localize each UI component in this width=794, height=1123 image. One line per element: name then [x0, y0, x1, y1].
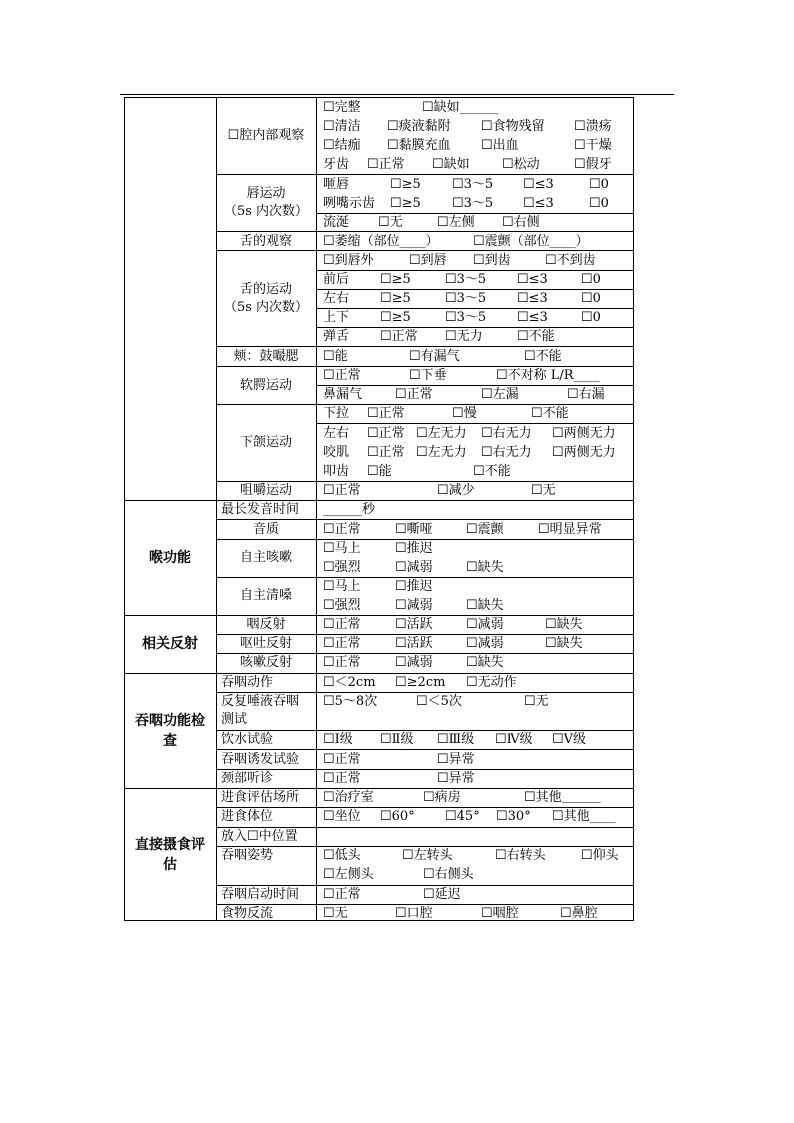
checkbox-option[interactable]: ☐左侧头 [323, 867, 374, 882]
checkbox-option[interactable]: ☐缺失 [545, 617, 583, 632]
checkbox-option[interactable]: ☐≤3 [517, 291, 548, 306]
label-eval-place: 进食评估场所 [221, 790, 300, 805]
label-neck-auscultation: 颈部听诊 [221, 771, 274, 786]
checkbox-option[interactable]: ☐异常 [437, 771, 475, 786]
option-label: ______秒 [323, 502, 376, 517]
checkbox-option[interactable]: ☐减弱 [395, 560, 433, 575]
label-cough: 自主咳嗽 [239, 550, 292, 565]
checkbox-option[interactable]: ☐慢 [452, 406, 477, 421]
checkbox-option[interactable]: ☐其他＿＿＿ [524, 790, 601, 805]
option-label: 下拉 [323, 406, 350, 421]
checkbox-option[interactable]: ☐正常 [323, 483, 361, 498]
label-swallow-action: 吞咽动作 [221, 675, 274, 690]
checkbox-option[interactable]: ☐3～5 [445, 310, 487, 325]
checkbox-option[interactable]: ☐推迟 [395, 579, 433, 594]
checkbox-option[interactable]: ☐减弱 [466, 617, 504, 632]
label-lip-motion-sub: （5s 内次数） [223, 204, 309, 219]
checkbox-option[interactable]: ☐有漏气 [409, 349, 460, 364]
checkbox-option[interactable]: ☐坐位 [323, 809, 361, 824]
section-related-reflex: 相关反射 [142, 636, 198, 652]
checkbox-option[interactable]: ☐Ⅴ级 [552, 732, 587, 747]
checkbox-option[interactable]: ☐≥5 [390, 177, 421, 192]
checkbox-option[interactable]: ☐3～5 [445, 291, 487, 306]
checkbox-option[interactable]: ☐痰液黏附 [387, 119, 451, 134]
checkbox-option[interactable]: ☐萎缩（部位____） [323, 234, 439, 249]
checkbox-option[interactable]: ☐缺失 [466, 598, 504, 613]
checkbox-option[interactable]: ☐≥5 [380, 291, 411, 306]
checkbox-option[interactable]: ☐活跃 [395, 636, 433, 651]
label-rsst-2: 测试 [221, 712, 248, 727]
checkbox-option[interactable]: ☐松动 [502, 157, 540, 172]
checkbox-option[interactable]: ☐无 [524, 694, 549, 709]
checkbox-option[interactable]: ☐Ⅳ级 [495, 732, 533, 747]
option-label: 咧嘴示齿 [323, 196, 376, 211]
label-put-in: 放入☐中位置 [221, 829, 298, 844]
checkbox-option[interactable]: ☐咽腔 [481, 906, 519, 921]
checkbox-option[interactable]: ☐左无力 [416, 426, 467, 441]
checkbox-option[interactable]: ☐假牙 [574, 157, 612, 172]
label-tongue-motion-sub: （5s 内次数） [223, 300, 309, 315]
option-label: 左右 [323, 426, 350, 441]
checkbox-option[interactable]: ☐3～5 [452, 196, 494, 211]
checkbox-option[interactable]: ☐不对称 L/R____ [496, 368, 600, 383]
option-label: 鼻漏气 [323, 387, 363, 402]
checkbox-option[interactable]: ☐左转头 [402, 848, 453, 863]
checkbox-option[interactable]: ☐缺失 [466, 655, 504, 670]
checkbox-option[interactable]: ☐≥2cm [395, 675, 446, 690]
checkbox-option[interactable]: ☐＜2cm [323, 675, 376, 690]
checkbox-option[interactable]: ☐鼻腔 [560, 906, 598, 921]
checkbox-option[interactable]: ☐≤3 [523, 196, 554, 211]
checkbox-option[interactable]: ☐无动作 [466, 675, 517, 690]
label-voice: 音质 [252, 522, 279, 537]
checkbox-option[interactable]: ☐明显异常 [538, 522, 602, 537]
checkbox-option[interactable]: ☐右无力 [481, 426, 532, 441]
row-divider [316, 423, 634, 424]
checkbox-option[interactable]: ☐干燥 [574, 138, 612, 153]
row-divider [216, 519, 634, 520]
checkbox-option[interactable]: ☐病房 [423, 790, 461, 805]
checkbox-option[interactable]: ☐减弱 [395, 598, 433, 613]
label-reflux: 食物反流 [221, 906, 274, 921]
row-divider [216, 404, 634, 405]
label-cough-reflex: 咳嗽反射 [239, 655, 292, 670]
label-swallow-posture: 吞咽姿势 [221, 848, 274, 863]
checkbox-option[interactable]: ☐缺失 [466, 560, 504, 575]
option-label: 流涎 [323, 215, 350, 230]
checkbox-option[interactable]: ☐3～5 [445, 272, 487, 287]
label-lip-motion: 唇运动 [246, 186, 286, 201]
checkbox-option[interactable]: ☐结痂 [323, 138, 361, 153]
checkbox-option[interactable]: ☐推迟 [395, 541, 433, 556]
checkbox-option[interactable]: ☐减弱 [466, 636, 504, 651]
column-divider-2 [316, 97, 317, 921]
label-pharynx-reflex: 咽反射 [246, 617, 286, 632]
checkbox-option[interactable]: ☐其他____ [552, 809, 616, 824]
checkbox-option[interactable]: ☐下垂 [409, 368, 447, 383]
row-divider [216, 250, 634, 251]
checkbox-option[interactable]: ☐右侧头 [423, 867, 474, 882]
checkbox-option[interactable]: ☐0 [581, 291, 601, 306]
checkbox-option[interactable]: ☐正常 [323, 887, 361, 902]
checkbox-option[interactable]: ☐右无力 [481, 445, 532, 460]
option-label: 咂唇 [323, 177, 350, 192]
checkbox-option[interactable]: ☐不到齿 [545, 253, 596, 268]
checkbox-option[interactable]: ☐马上 [323, 579, 361, 594]
label-swallow-start: 吞咽启动时间 [221, 887, 300, 902]
checkbox-option[interactable]: ☐正常 [367, 157, 405, 172]
checkbox-option[interactable]: ☐不能 [517, 329, 555, 344]
checkbox-option[interactable]: ☐正常 [323, 368, 361, 383]
checkbox-option[interactable]: ☐不能 [524, 349, 562, 364]
row-divider [216, 749, 634, 750]
checkbox-option[interactable]: ☐能 [367, 464, 392, 479]
label-clear: 自主清嗓 [239, 588, 292, 603]
checkbox-option[interactable]: ☐完整 [323, 100, 361, 115]
checkbox-option[interactable]: ☐到唇外 [323, 253, 374, 268]
label-tongue-observe: 舌的观察 [239, 234, 292, 249]
label-water-test: 饮水试验 [221, 732, 274, 747]
checkbox-option[interactable]: ☐右转头 [495, 848, 546, 863]
option-label: 前后 [323, 272, 350, 287]
checkbox-option[interactable]: ☐缺失 [545, 636, 583, 651]
checkbox-option[interactable]: ☐口腔 [395, 906, 433, 921]
checkbox-option[interactable]: ☐两侧无力 [552, 445, 616, 460]
label-oral-observe: ☐腔内部观察 [227, 128, 305, 143]
checkbox-option[interactable]: ☐治疗室 [323, 790, 374, 805]
checkbox-option[interactable]: ☐低头 [323, 848, 361, 863]
checkbox-option[interactable]: ☐≥5 [380, 272, 411, 287]
checkbox-option[interactable]: ☐45° [445, 809, 480, 824]
section-direct-eating: 直接摄食评 估 [135, 836, 205, 873]
checkbox-option[interactable]: ☐正常 [367, 406, 405, 421]
checkbox-option[interactable]: ☐0 [589, 196, 609, 211]
checkbox-option[interactable]: ☐两侧无力 [552, 426, 616, 441]
checkbox-option[interactable]: ☐Ⅰ级 [323, 732, 353, 747]
label-cheek: 颊：鼓嘬腮 [233, 349, 299, 364]
checkbox-option[interactable]: ☐0 [589, 177, 609, 192]
checkbox-option[interactable]: ☐溃疡 [574, 119, 612, 134]
row-divider [316, 213, 634, 214]
checkbox-option[interactable]: ☐＜5次 [416, 694, 462, 709]
label-chew: 咀嚼运动 [239, 483, 292, 498]
checkbox-option[interactable]: ☐无 [531, 483, 556, 498]
checkbox-option[interactable]: ☐无 [378, 215, 403, 230]
checkbox-option[interactable]: ☐左无力 [416, 445, 467, 460]
checkbox-option[interactable]: ☐震颤 [466, 522, 504, 537]
checkbox-option[interactable]: ☐食物残留 [481, 119, 545, 134]
checkbox-option[interactable]: ☐震颤（部位____） [473, 234, 589, 249]
checkbox-option[interactable]: ☐正常 [367, 426, 405, 441]
checkbox-option[interactable]: ☐马上 [323, 541, 361, 556]
checkbox-option[interactable]: ☐≥5 [390, 196, 421, 211]
checkbox-option[interactable]: ☐异常 [437, 752, 475, 767]
option-label: 牙齿 [323, 157, 350, 172]
checkbox-option[interactable]: ☐减少 [437, 483, 475, 498]
checkbox-option[interactable]: ☐≥5 [380, 310, 411, 325]
label-eval-posture: 进食体位 [221, 809, 274, 824]
section-swallow-exam: 吞咽功能检 查 [135, 712, 205, 749]
option-label: 弹舌 [323, 329, 350, 344]
row-divider [216, 346, 634, 347]
checkbox-option[interactable]: ☐减弱 [395, 655, 433, 670]
label-tongue-motion: 舌的运动 [239, 282, 292, 297]
option-label: 左右 [323, 291, 350, 306]
row-divider [216, 231, 634, 232]
checkbox-option[interactable]: ☐正常 [380, 329, 418, 344]
checkbox-option[interactable]: ☐右侧 [502, 215, 540, 230]
checkbox-option[interactable]: ☐正常 [323, 752, 361, 767]
checkbox-option[interactable]: ☐无力 [445, 329, 483, 344]
section-throat-function: 喉功能 [149, 549, 191, 566]
checkbox-option[interactable]: ☐到齿 [473, 253, 511, 268]
checkbox-option[interactable]: ☐≤3 [517, 272, 548, 287]
checkbox-option[interactable]: ☐仰头 [581, 848, 619, 863]
option-label: 咬肌 [323, 445, 350, 460]
checkbox-option[interactable]: ☐缺如 [432, 157, 470, 172]
checkbox-option[interactable]: ☐活跃 [395, 617, 433, 632]
checkbox-option[interactable]: ☐延迟 [423, 887, 461, 902]
option-label: 叩齿 [323, 464, 350, 479]
checkbox-option[interactable]: ☐Ⅲ级 [437, 732, 475, 747]
checkbox-option[interactable]: ☐0 [581, 310, 601, 325]
option-label: 上下 [323, 310, 350, 325]
checkbox-option[interactable]: ☐右漏 [567, 387, 605, 402]
label-provoke-test: 吞咽诱发试验 [221, 752, 300, 767]
checkbox-option[interactable]: ☐正常 [323, 636, 361, 651]
checkbox-option[interactable]: ☐无 [323, 906, 348, 921]
checkbox-option[interactable]: ☐Ⅱ级 [380, 732, 414, 747]
checkbox-option[interactable]: ☐强烈 [323, 598, 361, 613]
checkbox-option[interactable]: ☐30° [496, 809, 531, 824]
checkbox-option[interactable]: ☐0 [581, 272, 601, 287]
row-divider [216, 174, 634, 175]
checkbox-option[interactable]: ☐左侧 [437, 215, 475, 230]
checkbox-option[interactable]: ☐嘶哑 [395, 522, 433, 537]
checkbox-option[interactable]: ☐黏膜充血 [387, 138, 451, 153]
checkbox-option[interactable]: ☐不能 [473, 464, 511, 479]
checkbox-option[interactable]: ☐3～5 [452, 177, 494, 192]
checkbox-option[interactable]: ☐能 [323, 349, 348, 364]
checkbox-option[interactable]: ☐≤3 [523, 177, 554, 192]
checkbox-option[interactable]: ☐正常 [323, 617, 361, 632]
checkbox-option[interactable]: ☐正常 [323, 771, 361, 786]
checkbox-option[interactable]: ☐正常 [395, 387, 433, 402]
checkbox-option[interactable]: ☐到唇 [409, 253, 447, 268]
checkbox-option[interactable]: ☐清洁 [323, 119, 361, 134]
checkbox-option[interactable]: ☐出血 [481, 138, 519, 153]
header-rule [120, 94, 674, 95]
checkbox-option[interactable]: ☐左漏 [481, 387, 519, 402]
label-palate: 软腭运动 [239, 378, 292, 393]
label-rsst-1: 反复唾液吞咽 [221, 694, 300, 709]
checkbox-option[interactable]: ☐缺如______ [422, 100, 499, 115]
checkbox-option[interactable]: ☐5～8次 [323, 694, 378, 709]
checkbox-option[interactable]: ☐60° [380, 809, 415, 824]
checkbox-option[interactable]: ☐正常 [367, 445, 405, 460]
checkbox-option[interactable]: ☐强烈 [323, 560, 361, 575]
checkbox-option[interactable]: ☐≤3 [517, 310, 548, 325]
label-jaw: 下颌运动 [239, 435, 292, 450]
checkbox-option[interactable]: ☐不能 [531, 406, 569, 421]
checkbox-option[interactable]: ☐正常 [323, 522, 361, 537]
checkbox-option[interactable]: ☐正常 [323, 655, 361, 670]
label-gag-reflex: 呕吐反射 [239, 636, 292, 651]
label-phonation: 最长发音时间 [221, 502, 300, 517]
